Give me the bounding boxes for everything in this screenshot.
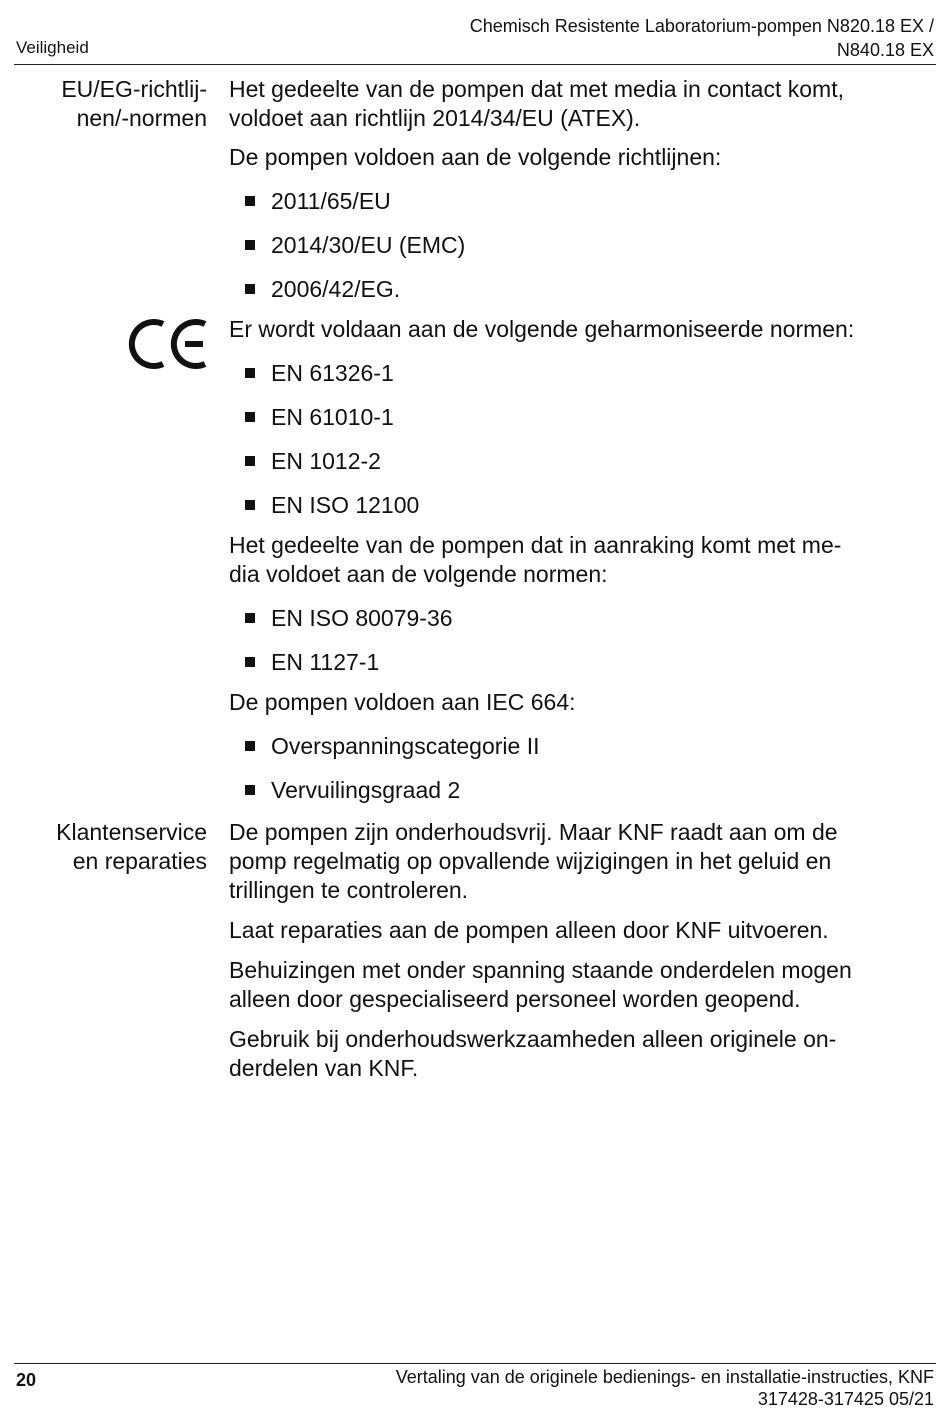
bullet-icon xyxy=(245,368,255,378)
maintenance-paragraph xyxy=(229,818,919,905)
media-line-2: dia voldoet aan de volgende normen: xyxy=(229,561,608,587)
list-item xyxy=(229,187,919,216)
document-title-line-2: N840.18 EX xyxy=(836,40,934,60)
housing-line-2: alleen door gespecialiseerd personeel worden geopend. xyxy=(229,986,801,1012)
page-number: 20 xyxy=(16,1370,37,1390)
footer-line-2: 317428-317425 05/21 xyxy=(757,1389,934,1409)
bullet-icon xyxy=(245,741,255,751)
bullet-icon xyxy=(245,412,255,422)
list-item xyxy=(229,231,919,260)
directives-intro: De pompen voldoen aan de volgende richtlijnen: xyxy=(229,144,722,170)
bullet-icon xyxy=(245,785,255,795)
list-item-text: 2014/30/EU (EMC) xyxy=(271,232,466,258)
list-item xyxy=(229,776,919,805)
header-divider xyxy=(14,64,936,65)
bullet-icon xyxy=(245,500,255,510)
bullet-icon xyxy=(245,196,255,206)
maintenance-line-2: pomp regelmatig op opvallende wijzigingen in het geluid en xyxy=(229,848,832,874)
page-header xyxy=(16,14,934,62)
list-item xyxy=(229,732,919,761)
list-item-text: EN 1012-2 xyxy=(271,448,381,474)
list-item xyxy=(229,648,919,677)
bullet-icon xyxy=(245,456,255,466)
list-item-text: 2011/65/EU xyxy=(271,188,391,214)
housing-line-1: Behuizingen met onder spanning staande onderdelen mogen xyxy=(229,957,852,983)
list-item xyxy=(229,604,919,633)
list-item xyxy=(229,359,919,388)
list-item-text: EN 61326-1 xyxy=(271,360,394,386)
list-item xyxy=(229,275,919,304)
eu-label-line-2: nen/-normen xyxy=(76,105,207,131)
list-item-text: Vervuilingsgraad 2 xyxy=(271,777,461,803)
parts-line-2: derdelen van KNF. xyxy=(229,1055,419,1081)
ce-mark-icon xyxy=(125,316,211,372)
eu-section-content xyxy=(229,75,919,805)
media-paragraph xyxy=(229,531,919,589)
housing-paragraph xyxy=(229,956,919,1014)
bullet-icon xyxy=(245,240,255,250)
footer-divider xyxy=(14,1363,936,1364)
parts-paragraph xyxy=(229,1025,919,1083)
list-item xyxy=(229,403,919,432)
list-item-text: EN 61010-1 xyxy=(271,404,394,430)
document-title xyxy=(470,14,934,62)
service-section-content xyxy=(229,818,919,1083)
list-item xyxy=(229,491,919,520)
atex-line-2: voldoet aan richtlijn 2014/34/EU (ATEX). xyxy=(229,105,641,131)
maintenance-line-3: trillingen te controleren. xyxy=(229,877,469,903)
media-line-1: Het gedeelte van de pompen dat in aanraking komt met me- xyxy=(229,532,842,558)
footer-text xyxy=(396,1366,934,1410)
document-title-line-1: Chemisch Resistente Laboratorium-pompen N820.18 EX / xyxy=(469,16,934,36)
footer-line-1: Vertaling van de originele bedienings- en installatie-instructies, KNF xyxy=(395,1367,934,1387)
service-section-label xyxy=(0,818,207,876)
section-title: Veiligheid xyxy=(16,38,89,57)
service-label-line-2: en reparaties xyxy=(72,848,207,874)
bullet-icon xyxy=(245,613,255,623)
eu-section-label xyxy=(0,75,207,133)
bullet-icon xyxy=(245,284,255,294)
maintenance-line-1: De pompen zijn onderhoudsvrij. Maar KNF raadt aan om de xyxy=(229,819,838,845)
norms-intro: Er wordt voldaan aan de volgende geharmoniseerde normen: xyxy=(229,316,855,342)
list-item xyxy=(229,447,919,476)
list-item-text: 2006/42/EG. xyxy=(271,276,401,302)
repairs-paragraph: Laat reparaties aan de pompen alleen door KNF uitvoeren. xyxy=(229,917,829,943)
atex-line-1: Het gedeelte van de pompen dat met media in contact komt, xyxy=(229,76,844,102)
list-item-text: EN ISO 80079-36 xyxy=(271,605,453,631)
bullet-icon xyxy=(245,657,255,667)
atex-paragraph xyxy=(229,75,919,133)
eu-label-line-1: EU/EG-richtlij- xyxy=(61,76,207,102)
parts-line-1: Gebruik bij onderhoudswerkzaamheden alleen originele on- xyxy=(229,1026,837,1052)
list-item-text: Overspanningscategorie II xyxy=(271,733,540,759)
service-label-line-1: Klantenservice xyxy=(56,819,207,845)
list-item-text: EN ISO 12100 xyxy=(271,492,420,518)
iec-intro: De pompen voldoen aan IEC 664: xyxy=(229,689,576,715)
list-item-text: EN 1127-1 xyxy=(271,649,380,675)
